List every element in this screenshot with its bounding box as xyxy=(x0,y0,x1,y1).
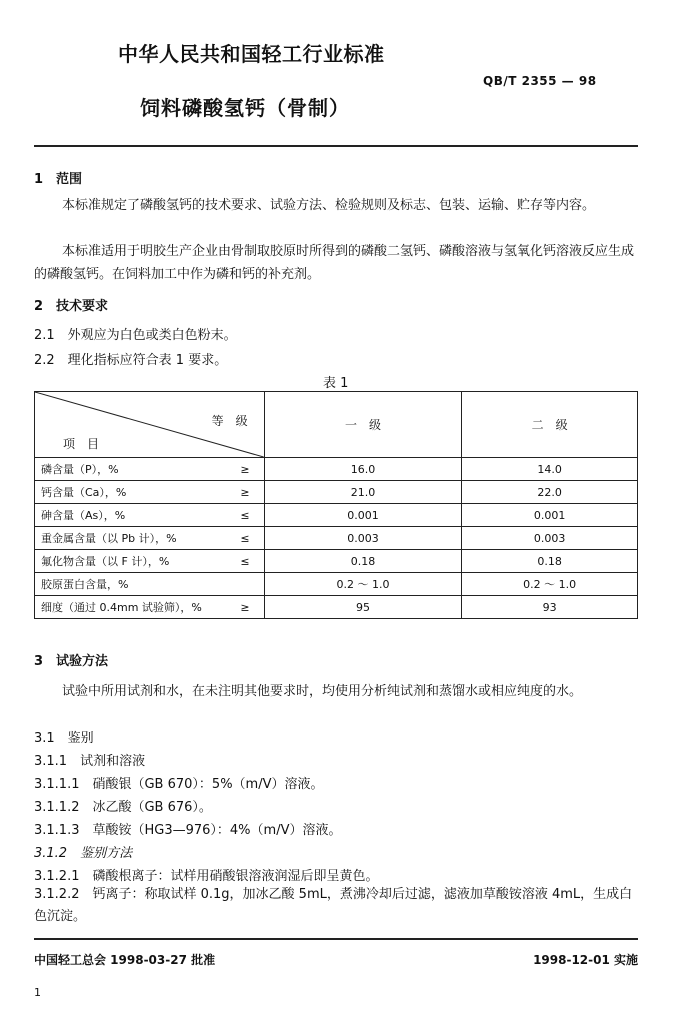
row-comparison-operator: ≥ xyxy=(240,462,250,476)
row-grade-1-value: 0.2 ～ 1.0 xyxy=(264,573,462,596)
row-item-name: 钙含量（Ca），% xyxy=(41,486,127,499)
row-grade-1-value: 0.18 xyxy=(264,550,462,573)
page-number: 1 xyxy=(34,986,41,999)
table-caption: 表 1 xyxy=(323,376,349,391)
row-grade-2-value: 0.18 xyxy=(462,550,638,573)
table-row xyxy=(35,504,638,527)
specification-table xyxy=(34,391,638,619)
document-title: 饲料磷酸氢钙（骨制） xyxy=(140,96,350,120)
clause-3-1-1-1: 3.1.1.1 硝酸银（GB 670）：5%（m/V）溶液。 xyxy=(34,777,324,792)
clause-3-1-1-2: 3.1.1.2 冰乙酸（GB 676）。 xyxy=(34,800,212,815)
row-item-name: 磷含量（P），% xyxy=(41,463,119,476)
header-grade-2: 二 级 xyxy=(462,392,638,458)
header-grade-1: 一 级 xyxy=(264,392,462,458)
row-item-name: 砷含量（As），% xyxy=(41,509,126,522)
row-grade-2-value: 0.2 ～ 1.0 xyxy=(462,573,638,596)
table-row xyxy=(35,527,638,550)
clause-3-1-2: 3.1.2 鉴别方法 xyxy=(34,846,133,861)
header-grade-label: 等 级 xyxy=(211,414,248,428)
section-1-title: 1 范围 xyxy=(34,172,83,187)
row-grade-2-value: 0.003 xyxy=(462,527,638,550)
standard-organization: 中华人民共和国轻工行业标准 xyxy=(118,42,385,66)
row-grade-2-value: 93 xyxy=(462,596,638,619)
row-grade-2-value: 22.0 xyxy=(462,481,638,504)
effective-date: 1998-12-01 实施 xyxy=(533,953,638,967)
clause-3-1-2-2: 3.1.2.2 钙离子：称取试样 0.1g，加冰乙酸 5mL，煮沸冷却后过滤，滤液加草酸铵溶液 4mL，生成白色沉淀。 xyxy=(34,887,633,924)
row-item-name: 重金属含量（以 Pb 计），% xyxy=(41,532,177,545)
table-row xyxy=(35,550,638,573)
standard-code: QB/T 2355 — 98 xyxy=(483,74,597,88)
table-row xyxy=(35,458,638,481)
row-grade-1-value: 0.003 xyxy=(264,527,462,550)
clause-3-1: 3.1 鉴别 xyxy=(34,731,94,746)
row-item-name: 氟化物含量（以 F 计），% xyxy=(41,555,170,568)
row-comparison-operator: ≥ xyxy=(240,600,250,614)
row-grade-1-value: 21.0 xyxy=(264,481,462,504)
header-item-label: 项 目 xyxy=(63,437,100,451)
section-1-paragraph-2: 本标准适用于明胶生产企业由骨制取胶原时所得到的磷酸二氢钙、磷酸溶液与氢氧化钙溶液反应生成的磷酸氢钙。在饲料加工中作为磷和钙的补充剂。 xyxy=(34,244,635,282)
clause-2-2: 2.2 理化指标应符合表 1 要求。 xyxy=(34,353,228,368)
row-comparison-operator: ≤ xyxy=(240,554,250,568)
row-item-name: 胶原蛋白含量，% xyxy=(41,578,129,591)
row-item-cell xyxy=(35,504,265,527)
approval-statement: 中国轻工总会 1998-03-27 批准 xyxy=(34,953,216,967)
row-item-cell xyxy=(35,596,265,619)
row-comparison-operator: ≤ xyxy=(240,531,250,545)
row-grade-1-value: 0.001 xyxy=(264,504,462,527)
clause-3-1-2-1: 3.1.2.1 磷酸根离子：试样用硝酸银溶液润湿后即呈黄色。 xyxy=(34,869,379,884)
footer-rule xyxy=(34,938,638,940)
row-comparison-operator: ≥ xyxy=(240,485,250,499)
row-grade-2-value: 0.001 xyxy=(462,504,638,527)
header-rule xyxy=(34,145,638,147)
row-item-cell xyxy=(35,573,265,596)
table-row xyxy=(35,573,638,596)
header-diagonal-cell xyxy=(35,392,265,458)
row-item-name: 细度（通过 0.4mm 试验筛），% xyxy=(41,601,202,614)
row-item-cell xyxy=(35,458,265,481)
table-header-row xyxy=(35,392,638,458)
clause-3-1-1: 3.1.1 试剂和溶液 xyxy=(34,754,146,769)
section-3-title: 3 试验方法 xyxy=(34,654,109,669)
table-row xyxy=(35,481,638,504)
row-comparison-operator: ≤ xyxy=(240,508,250,522)
row-grade-1-value: 95 xyxy=(264,596,462,619)
section-2-title: 2 技术要求 xyxy=(34,299,109,314)
table-row xyxy=(35,596,638,619)
row-item-cell xyxy=(35,527,265,550)
clause-3-1-1-3: 3.1.1.3 草酸铵（HG3—976）：4%（m/V）溶液。 xyxy=(34,823,342,838)
clause-2-1: 2.1 外观应为白色或类白色粉末。 xyxy=(34,328,237,343)
row-item-cell xyxy=(35,481,265,504)
row-item-cell xyxy=(35,550,265,573)
row-grade-1-value: 16.0 xyxy=(264,458,462,481)
section-1-paragraph-1: 本标准规定了磷酸氢钙的技术要求、试验方法、检验规则及标志、包装、运输、贮存等内容。 xyxy=(62,198,596,213)
section-3-paragraph: 试验中所用试剂和水，在未注明其他要求时，均使用分析纯试剂和蒸馏水或相应纯度的水。 xyxy=(62,684,583,699)
row-grade-2-value: 14.0 xyxy=(462,458,638,481)
